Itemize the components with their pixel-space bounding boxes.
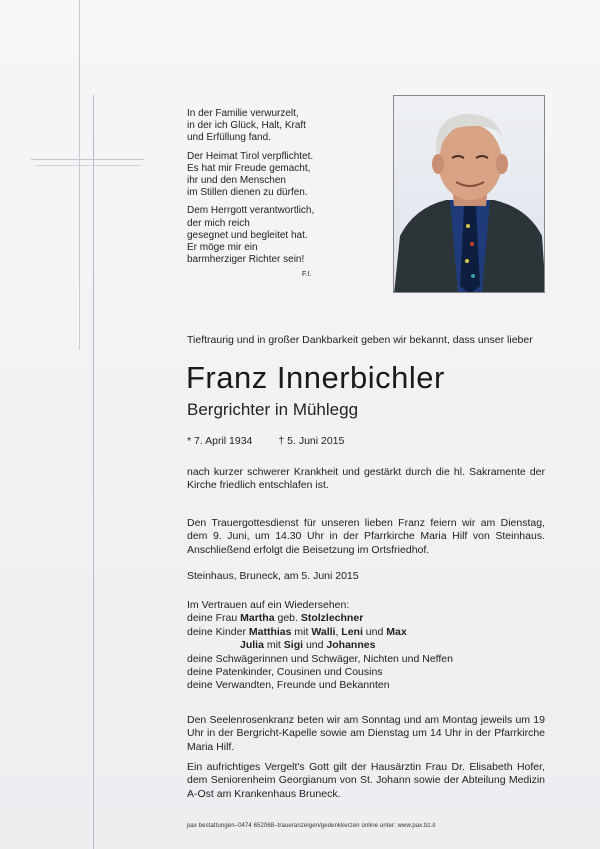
passing-text: nach kurzer schwerer Krankheit und gestärkt durch die hl. Sakramente der Kirche friedlich entschlafen ist. <box>187 466 545 492</box>
poem <box>187 108 347 278</box>
mourner-children-2: Julia mit Sigi und Johannes <box>240 639 376 652</box>
mourner-wife: deine Frau Martha geb. Stolzlechner <box>187 612 364 625</box>
cross-line-horizontal-top <box>31 159 144 160</box>
mourners-intro: Im Vertrauen auf ein Wiedersehen: <box>187 599 350 611</box>
mourner-inlaws: deine Schwägerinnen und Schwäger, Nichten und Neffen <box>187 652 453 665</box>
mourner-relatives: deine Verwandten, Freunde und Bekannten <box>187 679 390 692</box>
death-date: † 5. Juni 2015 <box>278 435 345 447</box>
mourner-children: deine Kinder Matthias mit Walli, Leni und Max <box>187 625 407 638</box>
thanks-text: Ein aufrichtiges Vergelt's Gott gilt der Hausärztin Frau Dr. Elisabeth Hofer, dem Seniorenheim Georgianum von St. Johann sowie der Abteilung Medizin A-Ost am Krankenhaus Bruneck. <box>187 761 545 800</box>
poem-author: F.I. <box>302 271 312 278</box>
funeral-text: Den Trauergottesdienst für unseren lieben Franz feiern wir am Dienstag, dem 9. Juni, um 14.30 Uhr in der Pfarrkirche Maria Hilf von Steinhaus. Anschließend erfolgt die Beisetzung im Ortsfriedhof. <box>187 517 545 556</box>
place-date: Steinhaus, Bruneck, am 5. Juni 2015 <box>187 570 359 582</box>
portrait-photo <box>393 95 545 293</box>
cross-line-vertical-right <box>93 95 94 849</box>
deceased-title: Bergrichter in Mühlegg <box>187 400 359 419</box>
footer-imprint: pax bestattungen–0474 652068–traueranzeigen/gedenkkerzen online unter: www.pax.bz.it <box>187 823 436 829</box>
portrait-illustration <box>394 96 545 293</box>
poem-stanza-2: Der Heimat Tirol verpflichtet. Es hat mir Freude gemacht, ihr und den Menschen im Stillen dienen zu dürfen. <box>187 150 314 199</box>
intro-line: Tieftraurig und in großer Dankbarkeit geben wir bekannt, dass unser lieber <box>187 334 533 346</box>
cross-line-vertical-left <box>79 0 80 350</box>
poem-stanza-3: Dem Herrgott verantwortlich, der mich reich gesegnet und begleitet hat. Er möge mir ein barmherziger Richter sein! <box>187 205 315 266</box>
life-dates <box>187 435 344 447</box>
deceased-name: Franz Innerbichler <box>186 360 445 395</box>
mourner-godchildren: deine Patenkinder, Cousinen und Cousins <box>187 666 383 679</box>
rosary-text: Den Seelenrosenkranz beten wir am Sonntag und am Montag jeweils um 19 Uhr in der Bergricht-Kapelle sowie am Dienstag um 14 Uhr in der Pfarrkirche Maria Hilf. <box>187 714 545 753</box>
poem-stanza-1: In der Familie verwurzelt, in der ich Glück, Halt, Kraft und Erfüllung fand. <box>187 108 306 144</box>
birth-date: * 7. April 1934 <box>187 435 253 447</box>
mourners-list <box>187 599 545 693</box>
cross-line-horizontal-bottom <box>36 165 141 166</box>
